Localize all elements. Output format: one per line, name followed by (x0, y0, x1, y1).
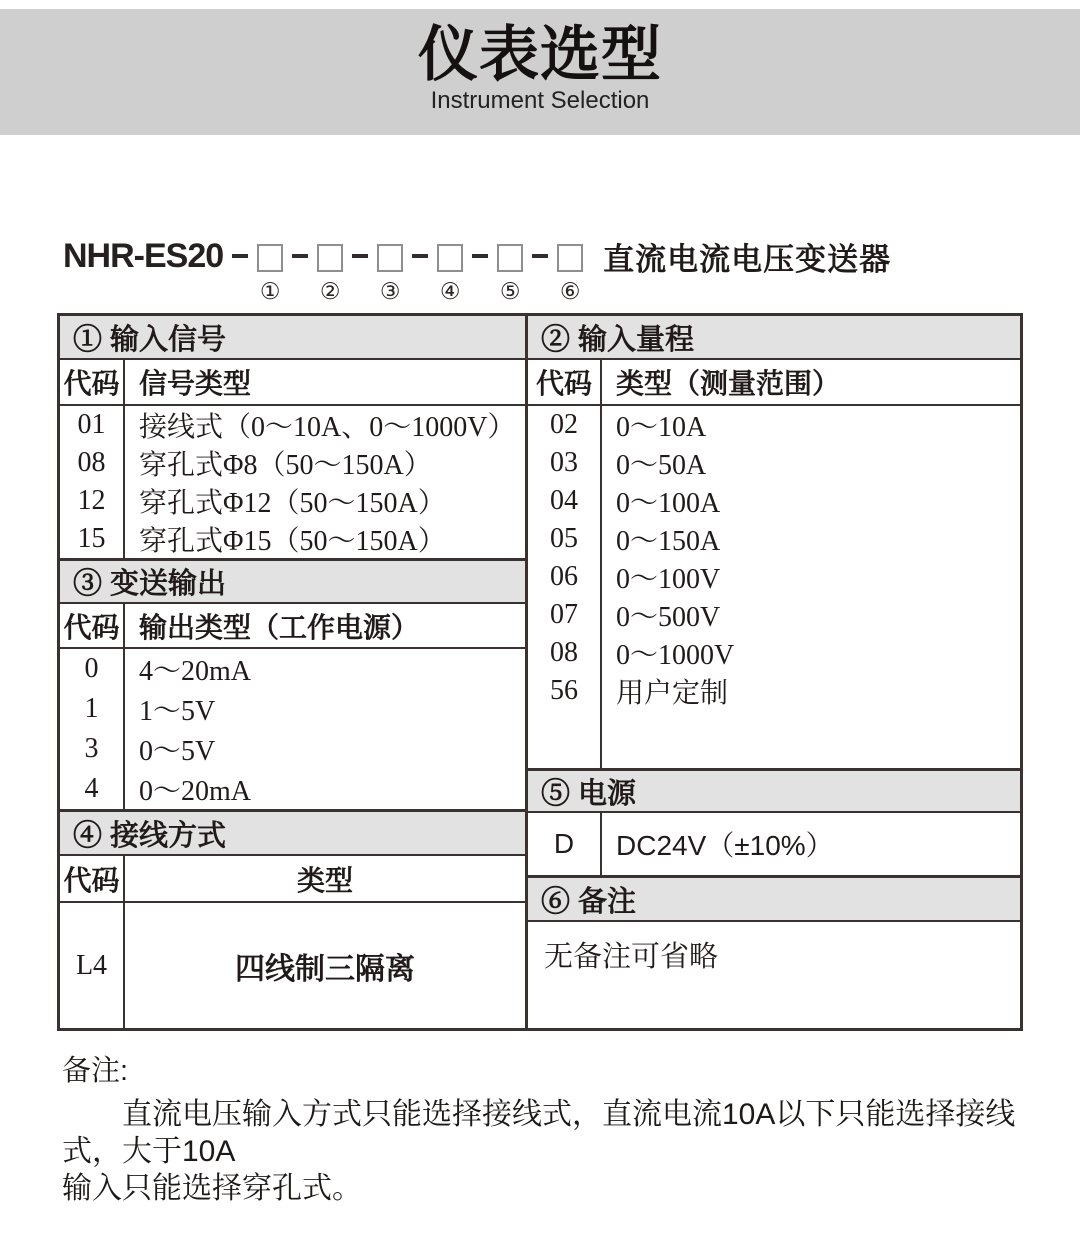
model-code-line (63, 234, 892, 304)
footnote-paragraph (62, 1096, 1027, 1207)
remark-text: 无备注可省略 (544, 941, 719, 973)
type-column-header: 类型 (296, 865, 353, 897)
type-cell: 0～1000V (616, 640, 735, 671)
table-row (528, 406, 1020, 444)
type-cell: 0～100A (616, 488, 721, 519)
selection-table (57, 313, 1023, 1031)
table-row (60, 689, 525, 729)
section-6-header: ⑥ 备注 (528, 875, 1020, 922)
type-column-header: 输出类型（工作电源） (139, 612, 420, 644)
model-slot-box-5 (497, 244, 523, 304)
model-description: 直流电流电压变送器 (603, 241, 892, 277)
footnote-label: 备注: (62, 1055, 129, 1087)
code-cell: 3 (60, 729, 125, 769)
code-cell: 4 (60, 769, 125, 809)
table-row (60, 406, 525, 444)
code-cell: 15 (60, 520, 125, 558)
model-slot-2 (283, 240, 343, 304)
type-cell: 1～5V (139, 696, 216, 727)
section-1-header: ① 输入信号 (60, 316, 525, 360)
model-prefix: NHR-ES20 (63, 236, 224, 275)
type-cell: 穿孔式Φ12（50～150A） (139, 488, 446, 519)
section-3-column-headers (60, 604, 525, 649)
model-slot-1 (223, 240, 283, 304)
type-cell: 穿孔式Φ8（50～150A） (139, 450, 432, 481)
table-row (528, 813, 1020, 875)
code-column-header: 代码 (60, 360, 125, 404)
table-row (60, 903, 525, 1028)
dash-separator (232, 254, 248, 258)
model-slot-box-3 (377, 244, 403, 304)
table-right-column (528, 316, 1020, 1028)
code-cell: 04 (528, 482, 602, 520)
section-3-body (60, 649, 525, 809)
type-cell: 穿孔式Φ15（50～150A） (139, 526, 446, 557)
slot-digit-4: ④ (439, 279, 461, 304)
code-cell: 06 (528, 558, 602, 596)
empty-row (528, 710, 1020, 768)
model-slot-box-6 (557, 244, 583, 304)
dash-separator (292, 254, 308, 258)
type-cell: 四线制三隔离 (235, 952, 415, 986)
model-slot-box-1 (257, 244, 283, 304)
dash-separator (412, 254, 428, 258)
type-cell: 0～20mA (139, 776, 252, 807)
model-slot-box-2 (317, 244, 343, 304)
model-slot-5 (463, 240, 523, 304)
section-5-header: ⑤ 电源 (528, 768, 1020, 813)
type-cell: 0～10A (616, 412, 707, 443)
code-cell: 05 (528, 520, 602, 558)
code-cell: L4 (60, 903, 125, 1028)
section-2-column-headers (528, 360, 1020, 406)
slot-digit-5: ⑤ (499, 279, 521, 304)
model-slot-4 (403, 240, 463, 304)
footnote (62, 1054, 1027, 1207)
code-cell: 07 (528, 596, 602, 634)
type-cell: 0～500V (616, 602, 721, 633)
table-row (60, 649, 525, 689)
table-row (60, 482, 525, 520)
type-cell: 0～150A (616, 526, 721, 557)
code-cell: 08 (60, 444, 125, 482)
slot-digit-6: ⑥ (559, 279, 581, 304)
table-row (528, 558, 1020, 596)
page-subtitle: Instrument Selection (430, 87, 650, 114)
table-row (60, 769, 525, 809)
section-4-column-headers (60, 856, 525, 903)
section-2-header: ② 输入量程 (528, 316, 1020, 360)
code-column-header: 代码 (528, 360, 602, 404)
table-row (528, 634, 1020, 672)
dash-separator (352, 254, 368, 258)
type-column-header: 类型（测量范围） (616, 369, 841, 400)
section-5-body (528, 813, 1020, 875)
type-cell: 用户定制 (616, 678, 729, 709)
section-1-column-headers (60, 360, 525, 406)
type-cell: 0～5V (139, 736, 216, 767)
table-row (528, 596, 1020, 634)
type-column-header: 信号类型 (139, 369, 252, 400)
section-2-body (528, 406, 1020, 768)
table-row (60, 444, 525, 482)
model-slot-3 (343, 240, 403, 304)
code-column-header: 代码 (60, 856, 125, 901)
code-cell: 56 (528, 672, 602, 710)
model-slot-box-4 (437, 244, 463, 304)
table-row (60, 520, 525, 558)
section-4-body (60, 903, 525, 1028)
footnote-line-2: 输入只能选择穿孔式。 (62, 1172, 362, 1205)
page-title: 仪表选型 (418, 21, 662, 88)
type-cell: 0～100V (616, 564, 721, 595)
section-4-header: ④ 接线方式 (60, 809, 525, 856)
slot-digit-3: ③ (379, 279, 401, 304)
footnote-line-1: 直流电压输入方式只能选择接线式，直流电流10A以下只能选择接线式，大于10A (62, 1098, 1016, 1168)
code-cell: 08 (528, 634, 602, 672)
code-column-header: 代码 (60, 604, 125, 647)
type-cell: 0～50A (616, 450, 707, 481)
code-cell: 03 (528, 444, 602, 482)
table-row (528, 672, 1020, 710)
table-row (528, 520, 1020, 558)
model-slot-6 (523, 240, 583, 304)
slot-digit-1: ① (259, 279, 281, 304)
code-cell: 12 (60, 482, 125, 520)
section-6-body (528, 922, 1020, 1028)
table-left-column (60, 316, 528, 1028)
code-cell: 0 (60, 649, 125, 689)
section-3-header: ③ 变送输出 (60, 558, 525, 604)
dash-separator (472, 254, 488, 258)
code-cell: 02 (528, 406, 602, 444)
section-1-body (60, 406, 525, 558)
type-cell: 4～20mA (139, 656, 252, 687)
dash-separator (532, 254, 548, 258)
code-cell: 1 (60, 689, 125, 729)
page-banner (0, 9, 1080, 135)
slot-digit-2: ② (319, 279, 341, 304)
code-cell: D (528, 813, 602, 875)
type-cell: DC24V（±10%） (616, 830, 834, 861)
table-row (528, 444, 1020, 482)
code-cell: 01 (60, 406, 125, 444)
table-row (60, 729, 525, 769)
table-row (528, 482, 1020, 520)
type-cell: 接线式（0～10A、0～1000V） (139, 412, 516, 443)
